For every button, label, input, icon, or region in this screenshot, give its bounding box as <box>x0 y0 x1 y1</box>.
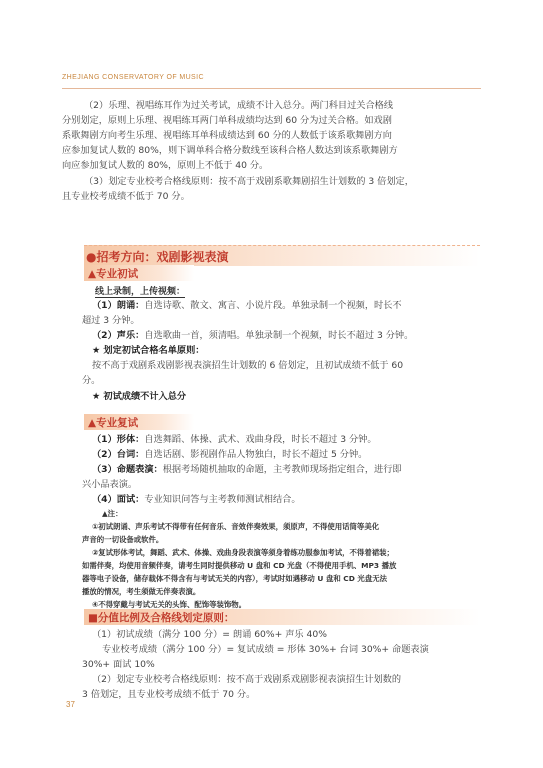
text-line <box>92 462 484 477</box>
text-line <box>92 492 484 507</box>
text-line: 30%+ 面试 10% <box>82 659 155 670</box>
prelim-heading-text: ▲专业初试 <box>88 268 139 280</box>
text-line: 按不高于戏剧系戏剧影视表演招生计划数的 6 倍划定，且初试成绩不低于 60 <box>92 360 404 371</box>
item-text: 自选歌曲一首，须清唱。单独录制一个视频，时长不超过 3 分钟。 <box>144 330 414 341</box>
retest-heading <box>84 414 194 430</box>
note-line: 如需伴奏，均使用音频伴奏，请考生同时提供移动 U 盘和 CD 光盘（不得使用手机、MP3 播放 <box>82 561 397 570</box>
text-line: 向应参加复试人数的 80%，原则上不低于 40 分。 <box>62 160 269 171</box>
text-line: 且专业校考成绩不低于 70 分。 <box>62 191 190 202</box>
retest-heading-text: ▲专业复试 <box>88 417 139 429</box>
intro-para-2 <box>62 98 484 173</box>
item-label: （1）形体： <box>92 434 145 445</box>
text-line: （1）初试成绩（满分 100 分）= 朗诵 60%+ 声乐 40% <box>92 629 327 640</box>
text-line <box>92 432 484 447</box>
note-text: ★ 初试成绩不计入总分 <box>92 391 187 402</box>
prelim-rule <box>84 343 484 388</box>
notes-title: ▲注： <box>102 509 123 518</box>
note-line: ④不得穿戴与考试无关的头饰、配饰等装饰物。 <box>92 600 247 609</box>
item-text: 专业知识问答与主考教师测试相结合。 <box>144 494 301 505</box>
note-line: ①初试朗诵、声乐考试不得带有任何音乐、音效伴奏效果，须原声，不得使用话筒等美化 <box>92 522 380 531</box>
page-header: ZHEJIANG CONSERVATORY OF MUSIC <box>62 74 204 81</box>
text-line: 超过 3 分钟。 <box>82 315 140 326</box>
item-label: （2）台词： <box>92 449 145 460</box>
text-line: 兴小品表演。 <box>82 479 138 490</box>
text-line: 分。 <box>82 375 101 386</box>
item-label: （1）朗诵： <box>92 300 145 311</box>
text-line: 3 倍划定，且专业校考成绩不低于 70 分。 <box>82 689 256 700</box>
text-line: 专业校考成绩（满分 100 分）= 复试成绩 = 形体 30%+ 台词 30%+ 命题表演 <box>102 644 429 655</box>
item-label: （3）命题表演： <box>92 464 163 475</box>
direction-heading-text: ●招考方向：戏剧影视表演 <box>86 250 229 264</box>
text-line: （2）划定专业校考合格线原则：按不高于戏剧系戏剧影视表演招生计划数的 <box>92 674 402 685</box>
note-line: 器等电子设备，储存载体不得含有与考试无关的内容），考试时如遇移动 U 盘和 CD 光盘无法 <box>82 574 387 583</box>
online-label: 线上录制，上传视频： <box>95 284 185 298</box>
rule-label: ★ 划定初试合格名单原则： <box>92 345 205 356</box>
page-number: 37 <box>66 700 75 709</box>
direction-heading <box>84 245 480 266</box>
item-text: 根据考场随机抽取的命题，主考教师现场指定组合，进行即 <box>162 464 402 475</box>
scoring-heading-text: ■分值比例及合格线划定原则： <box>88 612 235 624</box>
text-line <box>92 298 484 313</box>
text-line: 系歌舞剧方向考生乐理、视唱练耳单科成绩达到 60 分的人数低于该系歌舞剧方向 <box>62 130 392 141</box>
prelim-item-1 <box>84 298 484 328</box>
item-label: （2）声乐： <box>92 330 145 341</box>
header-rule <box>62 88 481 89</box>
scoring-body <box>84 627 484 702</box>
item-text: 自选舞蹈、体操、武术、戏曲身段，时长不超过 3 分钟。 <box>144 434 377 445</box>
item-text: 自选话剧、影视剧作品人物独白，时长不超过 5 分钟。 <box>144 449 368 460</box>
retest-items <box>84 432 484 507</box>
item-text: 自选诗歌、散文、寓言、小说片段。单独录制一个视频，时长不 <box>144 300 402 311</box>
prelim-heading <box>84 265 194 281</box>
item-label: （4）面试： <box>92 494 145 505</box>
text-line: （3）划定专业校考合格线原则：按不高于戏剧系歌舞剧招生计划数的 3 倍划定， <box>84 176 414 187</box>
note-line: 播放的情况，考生须做无伴奏表演。 <box>82 587 201 596</box>
intro-para-3 <box>62 174 484 204</box>
scoring-heading <box>84 609 480 625</box>
text-line <box>92 447 484 462</box>
note-line: 声音的一切设备或软件。 <box>82 535 164 544</box>
prelim-item-2 <box>84 328 484 343</box>
text-line: （2）乐理、视唱练耳作为过关考试，成绩不计入总分。两门科目过关合格线 <box>84 100 394 111</box>
text-line: 分别划定，原则上乐理、视唱练耳两门单科成绩均达到 60 分为过关合格。如戏剧 <box>62 115 392 126</box>
text-line: 应参加复试人数的 80%，则下调单科合格分数线至该科合格人数达到该系歌舞剧方 <box>62 145 398 156</box>
text-line <box>92 328 484 343</box>
retest-notes <box>84 507 484 611</box>
note-line: ②复试形体考试，舞蹈、武术、体操、戏曲身段表演等须身着练功服参加考试，不得着裙装； <box>92 548 394 557</box>
prelim-note <box>84 389 484 404</box>
